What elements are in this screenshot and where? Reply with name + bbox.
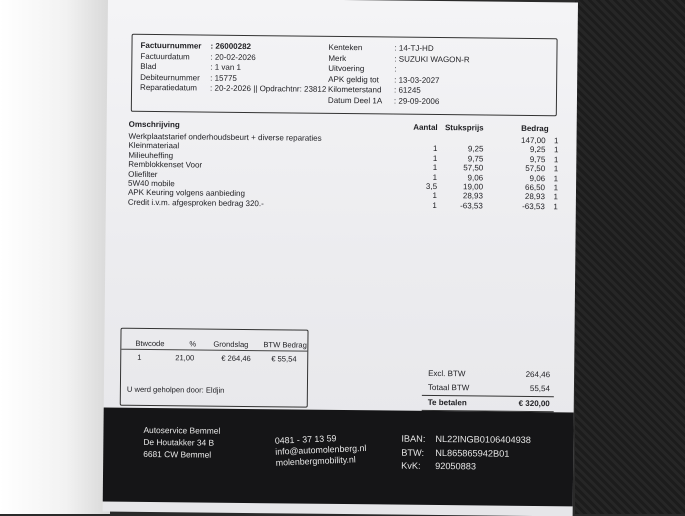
item-unit-price: 9,25 bbox=[468, 145, 484, 155]
bank-value: NL22INGB0106404938 bbox=[435, 434, 531, 445]
bank-row bbox=[401, 460, 531, 475]
header-value: : 15775 bbox=[210, 73, 237, 84]
company-name: Autoservice Bemmel bbox=[143, 424, 220, 437]
company-phone: 0481 - 37 13 59 bbox=[275, 432, 366, 447]
company-street: De Houtakker 34 B bbox=[143, 436, 220, 449]
car-brand: SUZUKI WAGON-R bbox=[399, 54, 470, 64]
invoice-header-box bbox=[131, 34, 558, 116]
mileage: 61245 bbox=[398, 86, 420, 95]
company-website: molenbergmobility.nl bbox=[276, 454, 367, 469]
company-contact bbox=[275, 432, 367, 469]
item-description: Oliefilter bbox=[128, 169, 157, 179]
item-description: Credit i.v.m. afgesproken bedrag 320.- bbox=[128, 197, 264, 208]
repair-date: 20-2-2026 || Opdrachtnr: 23812 bbox=[214, 84, 326, 94]
header-key: Debiteurnummer bbox=[140, 72, 210, 83]
item-unit-price: 9,75 bbox=[468, 154, 484, 164]
total-to-pay-row bbox=[422, 395, 554, 412]
item-amount: -63,53 bbox=[522, 202, 545, 212]
item-vat-code: 1 bbox=[554, 146, 559, 155]
item-amount: 9,06 bbox=[530, 174, 546, 184]
total-key: Totaal BTW bbox=[428, 381, 469, 395]
column-amount: Bedrag bbox=[521, 124, 549, 133]
item-quantity: 1 bbox=[433, 154, 438, 163]
bank-value: NL865865942B01 bbox=[435, 447, 509, 458]
item-unit-price: 28,93 bbox=[463, 192, 483, 202]
header-key: Reparatiedatum bbox=[140, 83, 210, 94]
header-value: : 20-2-2026 || Opdrachtnr: 23812 bbox=[210, 84, 326, 96]
header-key: Datum Deel 1A bbox=[328, 95, 394, 106]
item-vat-code: 1 bbox=[553, 193, 558, 202]
helped-by-note: U werd geholpen door: Eldjin bbox=[127, 385, 225, 395]
item-description: Werkplaatstarief onderhoudsbeurt + diverse reparaties bbox=[129, 132, 322, 143]
header-value: : 14-TJ-HD bbox=[394, 44, 433, 55]
header-value: : 29-09-2006 bbox=[394, 96, 439, 107]
registration-date: 29-09-2006 bbox=[398, 96, 439, 105]
header-value: : SUZUKI WAGON-R bbox=[394, 54, 469, 65]
item-description: APK Keuring volgens aanbieding bbox=[128, 188, 245, 199]
item-vat-code: 1 bbox=[554, 183, 559, 192]
vat-col-percent: % bbox=[189, 339, 196, 348]
invoice-paper bbox=[103, 0, 578, 516]
total-key: Excl. BTW bbox=[428, 367, 465, 381]
item-quantity: 1 bbox=[433, 173, 438, 182]
background-right bbox=[575, 0, 685, 514]
total-key: Te betalen bbox=[428, 396, 467, 410]
bank-row bbox=[401, 433, 531, 448]
header-value: : bbox=[394, 65, 396, 76]
total-value: 55,54 bbox=[530, 382, 550, 396]
item-description: Remblokkenset Voor bbox=[128, 160, 202, 170]
header-key: Kilometerstand bbox=[328, 85, 394, 96]
item-unit-price: -63,53 bbox=[460, 201, 483, 211]
column-unit-price: Stuksprijs bbox=[445, 123, 484, 132]
item-quantity: 1 bbox=[432, 191, 437, 200]
invoice-footer bbox=[103, 408, 574, 507]
header-value: : 1 van 1 bbox=[210, 63, 241, 74]
header-left-column bbox=[140, 41, 327, 95]
item-amount: 9,75 bbox=[530, 155, 546, 165]
header-key: Factuurnummer bbox=[140, 41, 210, 52]
debtor-number: 15775 bbox=[215, 73, 237, 82]
bank-row bbox=[401, 446, 531, 461]
item-amount: 147,00 bbox=[521, 136, 546, 146]
item-unit-price: 19,00 bbox=[463, 182, 483, 192]
vat-code: 1 bbox=[137, 353, 141, 362]
total-to-pay-value: € 320,00 bbox=[519, 397, 550, 411]
background-left bbox=[0, 0, 110, 514]
header-row bbox=[328, 95, 469, 107]
invoice-date: 20-02-2026 bbox=[215, 52, 256, 61]
header-key: Kenteken bbox=[328, 43, 394, 54]
vat-base: € 264,46 bbox=[221, 354, 251, 363]
header-key: Uitvoering bbox=[328, 64, 394, 75]
item-vat-code: 1 bbox=[554, 136, 559, 145]
item-quantity: 1 bbox=[433, 144, 438, 153]
page-count: 1 van 1 bbox=[215, 63, 241, 72]
vat-col-amount: BTW Bedrag bbox=[263, 340, 307, 349]
header-key: Merk bbox=[328, 53, 394, 64]
company-email: info@automolenberg.nl bbox=[275, 443, 366, 458]
column-description: Omschrijving bbox=[129, 120, 180, 130]
company-address bbox=[143, 424, 220, 461]
apk-valid-until: 13-03-2027 bbox=[399, 75, 440, 84]
header-right-column bbox=[328, 43, 470, 107]
item-description: Milieuheffing bbox=[128, 151, 173, 161]
vat-row bbox=[121, 353, 307, 365]
total-row bbox=[422, 367, 554, 382]
bank-key: IBAN: bbox=[401, 433, 435, 447]
bank-key: KvK: bbox=[401, 460, 435, 474]
totals-block bbox=[422, 367, 554, 412]
header-value: : 13-03-2027 bbox=[394, 75, 439, 86]
vat-col-code: Btwcode bbox=[135, 339, 164, 348]
total-row bbox=[422, 381, 554, 396]
item-quantity: 1 bbox=[433, 163, 438, 172]
item-unit-price: 9,06 bbox=[468, 173, 484, 183]
line-items-table bbox=[128, 120, 559, 212]
total-value: 264,46 bbox=[526, 368, 551, 382]
column-quantity: Aantal bbox=[413, 123, 438, 132]
item-description: Kleinmateriaal bbox=[128, 141, 179, 151]
vat-percent: 21,00 bbox=[175, 353, 194, 362]
header-row bbox=[140, 83, 326, 95]
vat-amount: € 55,54 bbox=[271, 354, 296, 363]
header-value: : 26000282 bbox=[210, 42, 251, 53]
item-vat-code: 1 bbox=[554, 174, 559, 183]
item-quantity: 1 bbox=[432, 201, 437, 210]
vat-header bbox=[121, 339, 307, 352]
item-vat-code: 1 bbox=[554, 155, 559, 164]
item-amount: 9,25 bbox=[530, 145, 546, 155]
bank-key: BTW: bbox=[401, 446, 435, 460]
item-description: 5W40 mobile bbox=[128, 179, 175, 189]
item-amount: 66,50 bbox=[525, 183, 545, 193]
header-value: : 61245 bbox=[394, 86, 421, 97]
item-quantity: 3,5 bbox=[426, 182, 437, 192]
company-postal: 6681 CW Bemmel bbox=[143, 448, 220, 461]
company-bank-details bbox=[401, 433, 531, 475]
bank-value: 92050883 bbox=[435, 461, 476, 471]
header-value: : 20-02-2026 bbox=[210, 52, 255, 63]
item-amount: 28,93 bbox=[525, 192, 545, 202]
item-unit-price: 57,50 bbox=[463, 163, 483, 173]
item-vat-code: 1 bbox=[554, 164, 559, 173]
header-key: Blad bbox=[140, 62, 210, 73]
license-plate: 14-TJ-HD bbox=[399, 44, 434, 53]
header-key: APK geldig tot bbox=[328, 74, 394, 85]
vat-summary-box bbox=[120, 328, 309, 408]
invoice-number: 26000282 bbox=[215, 42, 251, 51]
header-key: Factuurdatum bbox=[140, 51, 210, 62]
vat-col-base: Grondslag bbox=[213, 340, 248, 349]
item-vat-code: 1 bbox=[553, 202, 558, 211]
item-amount: 57,50 bbox=[525, 164, 545, 174]
